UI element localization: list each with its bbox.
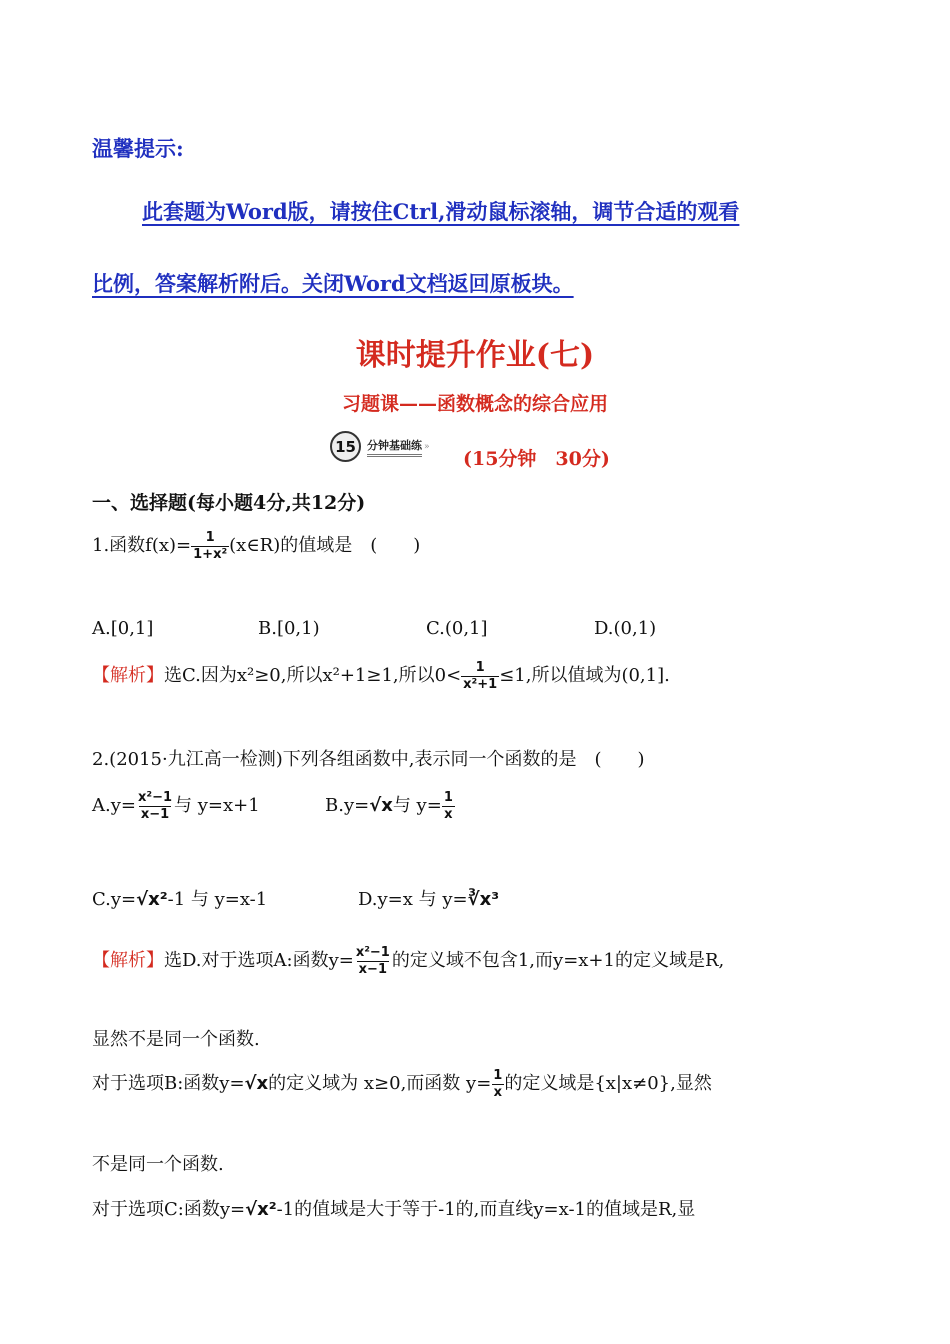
q2-option-d [358,885,499,911]
q1-prefix: 1.函数f(x)= [92,535,192,557]
q1-analysis-frac-den: x²+1 [463,676,498,692]
q2-analysis-3-num: 1 [493,1068,503,1083]
q1-frac-num: 1 [205,530,215,545]
q2-analysis-3-suffix: 的定义域是{x|x≠0},显然 [504,1073,712,1095]
q1-stem [92,530,420,562]
q1-option-a: A.[0,1] [92,618,154,639]
badge-arrow-icon: » [424,441,430,452]
q2-option-b [325,790,455,822]
tip-line-1: 此套题为Word版，请按住Ctrl,滑动鼠标滚轴，调节合适的观看 [142,199,740,224]
q1-analysis-part-a: 选C.因为x²≥0,所以x²+1≥1,所以0< [164,665,462,687]
q2-option-b-num: 1 [443,790,453,805]
q2-option-b-radical: √x [369,795,393,817]
q2-option-c-prefix: C.y= [92,889,137,910]
q2-analysis-line-1 [92,945,724,977]
q1-fraction [191,530,229,562]
q1-option-b: B.[0,1) [258,618,320,639]
tip-title: 温馨提示: [92,136,184,161]
q2-analysis-3-radical: √x [244,1073,269,1095]
q1-analysis-frac-num: 1 [475,660,485,675]
q2-analysis-1-num: x²−1 [355,945,390,960]
tip-line-2: 比例，答案解析附后。关闭Word文档返回原板块。 [92,271,574,296]
q2-analysis-5-prefix: 对于选项C:函数y= [92,1199,246,1220]
q2-analysis-1-den: x−1 [358,961,387,977]
q2-option-b-den: x [444,806,453,822]
q2-option-b-fraction [442,790,455,822]
q1-frac-den: 1+x² [193,546,228,562]
q2-option-a-prefix: A.y= [92,795,136,817]
q2-analysis-5-radical: √x² [245,1199,277,1220]
q2-analysis-1-suffix: 的定义域不包含1,而y=x+1的定义域是R, [391,950,725,972]
q1-suffix: (x∈R)的值域是 ( ) [229,535,421,557]
q2-analysis-1-fraction [354,945,392,977]
q2-analysis-1-prefix: 选D.对于选项A:函数y= [164,950,354,972]
q2-analysis-line-2: 显然不是同一个函数. [92,1029,260,1050]
badge-number: 15 [330,431,361,462]
time-score: (15分钟 30分) [463,448,610,470]
q2-analysis-line-4: 不是同一个函数. [92,1154,224,1175]
practice-badge [330,431,430,462]
q2-option-a-fraction [136,790,174,822]
section-heading: 一、选择题(每小题4分,共12分) [92,492,366,514]
q2-stem: 2.(2015·九江高一检测)下列各组函数中,表示同一个函数的是 ( ) [92,749,645,770]
q2-option-d-radical: ∛x³ [467,889,500,910]
q2-analysis-line-3 [92,1068,712,1100]
q2-option-c-suffix: -1 与 y=x-1 [167,889,268,910]
q2-analysis-3-middle: 的定义域为 x≥0,而函数 y= [268,1073,492,1095]
q1-option-d: D.(0,1) [594,618,657,639]
q2-option-a-suffix: 与 y=x+1 [174,795,260,817]
q2-option-b-prefix: B.y= [325,795,370,817]
q2-analysis-3-den: x [493,1084,502,1100]
q1-analysis-tag: 【解析】 [92,665,164,687]
q2-option-a-num: x²−1 [137,790,173,805]
q2-analysis-3-fraction [491,1068,504,1100]
q1-analysis-part-b: ≤1,所以值域为(0,1]. [499,665,670,687]
q2-option-b-middle: 与 y= [392,795,442,817]
q2-option-a-den: x−1 [140,806,170,822]
q2-analysis-tag: 【解析】 [92,950,164,972]
q2-analysis-3-prefix: 对于选项B:函数y= [92,1073,245,1095]
q2-option-d-prefix: D.y=x 与 y= [358,889,468,910]
q2-analysis-5-suffix: -1的值域是大于等于-1的,而直线y=x-1的值域是R,显 [276,1199,696,1220]
q2-option-c-radical: √x² [136,889,168,910]
q1-option-c: C.(0,1] [426,618,488,639]
page-subtitle: 习题课——函数概念的综合应用 [341,393,608,415]
q2-option-c [92,885,267,911]
q1-analysis-fraction [461,660,499,692]
q1-analysis [92,660,670,692]
badge-label: 分钟基础练 [367,437,422,457]
q2-analysis-line-5 [92,1195,695,1221]
q2-option-a [92,790,260,822]
page-title: 课时提升作业(七) [355,338,595,373]
